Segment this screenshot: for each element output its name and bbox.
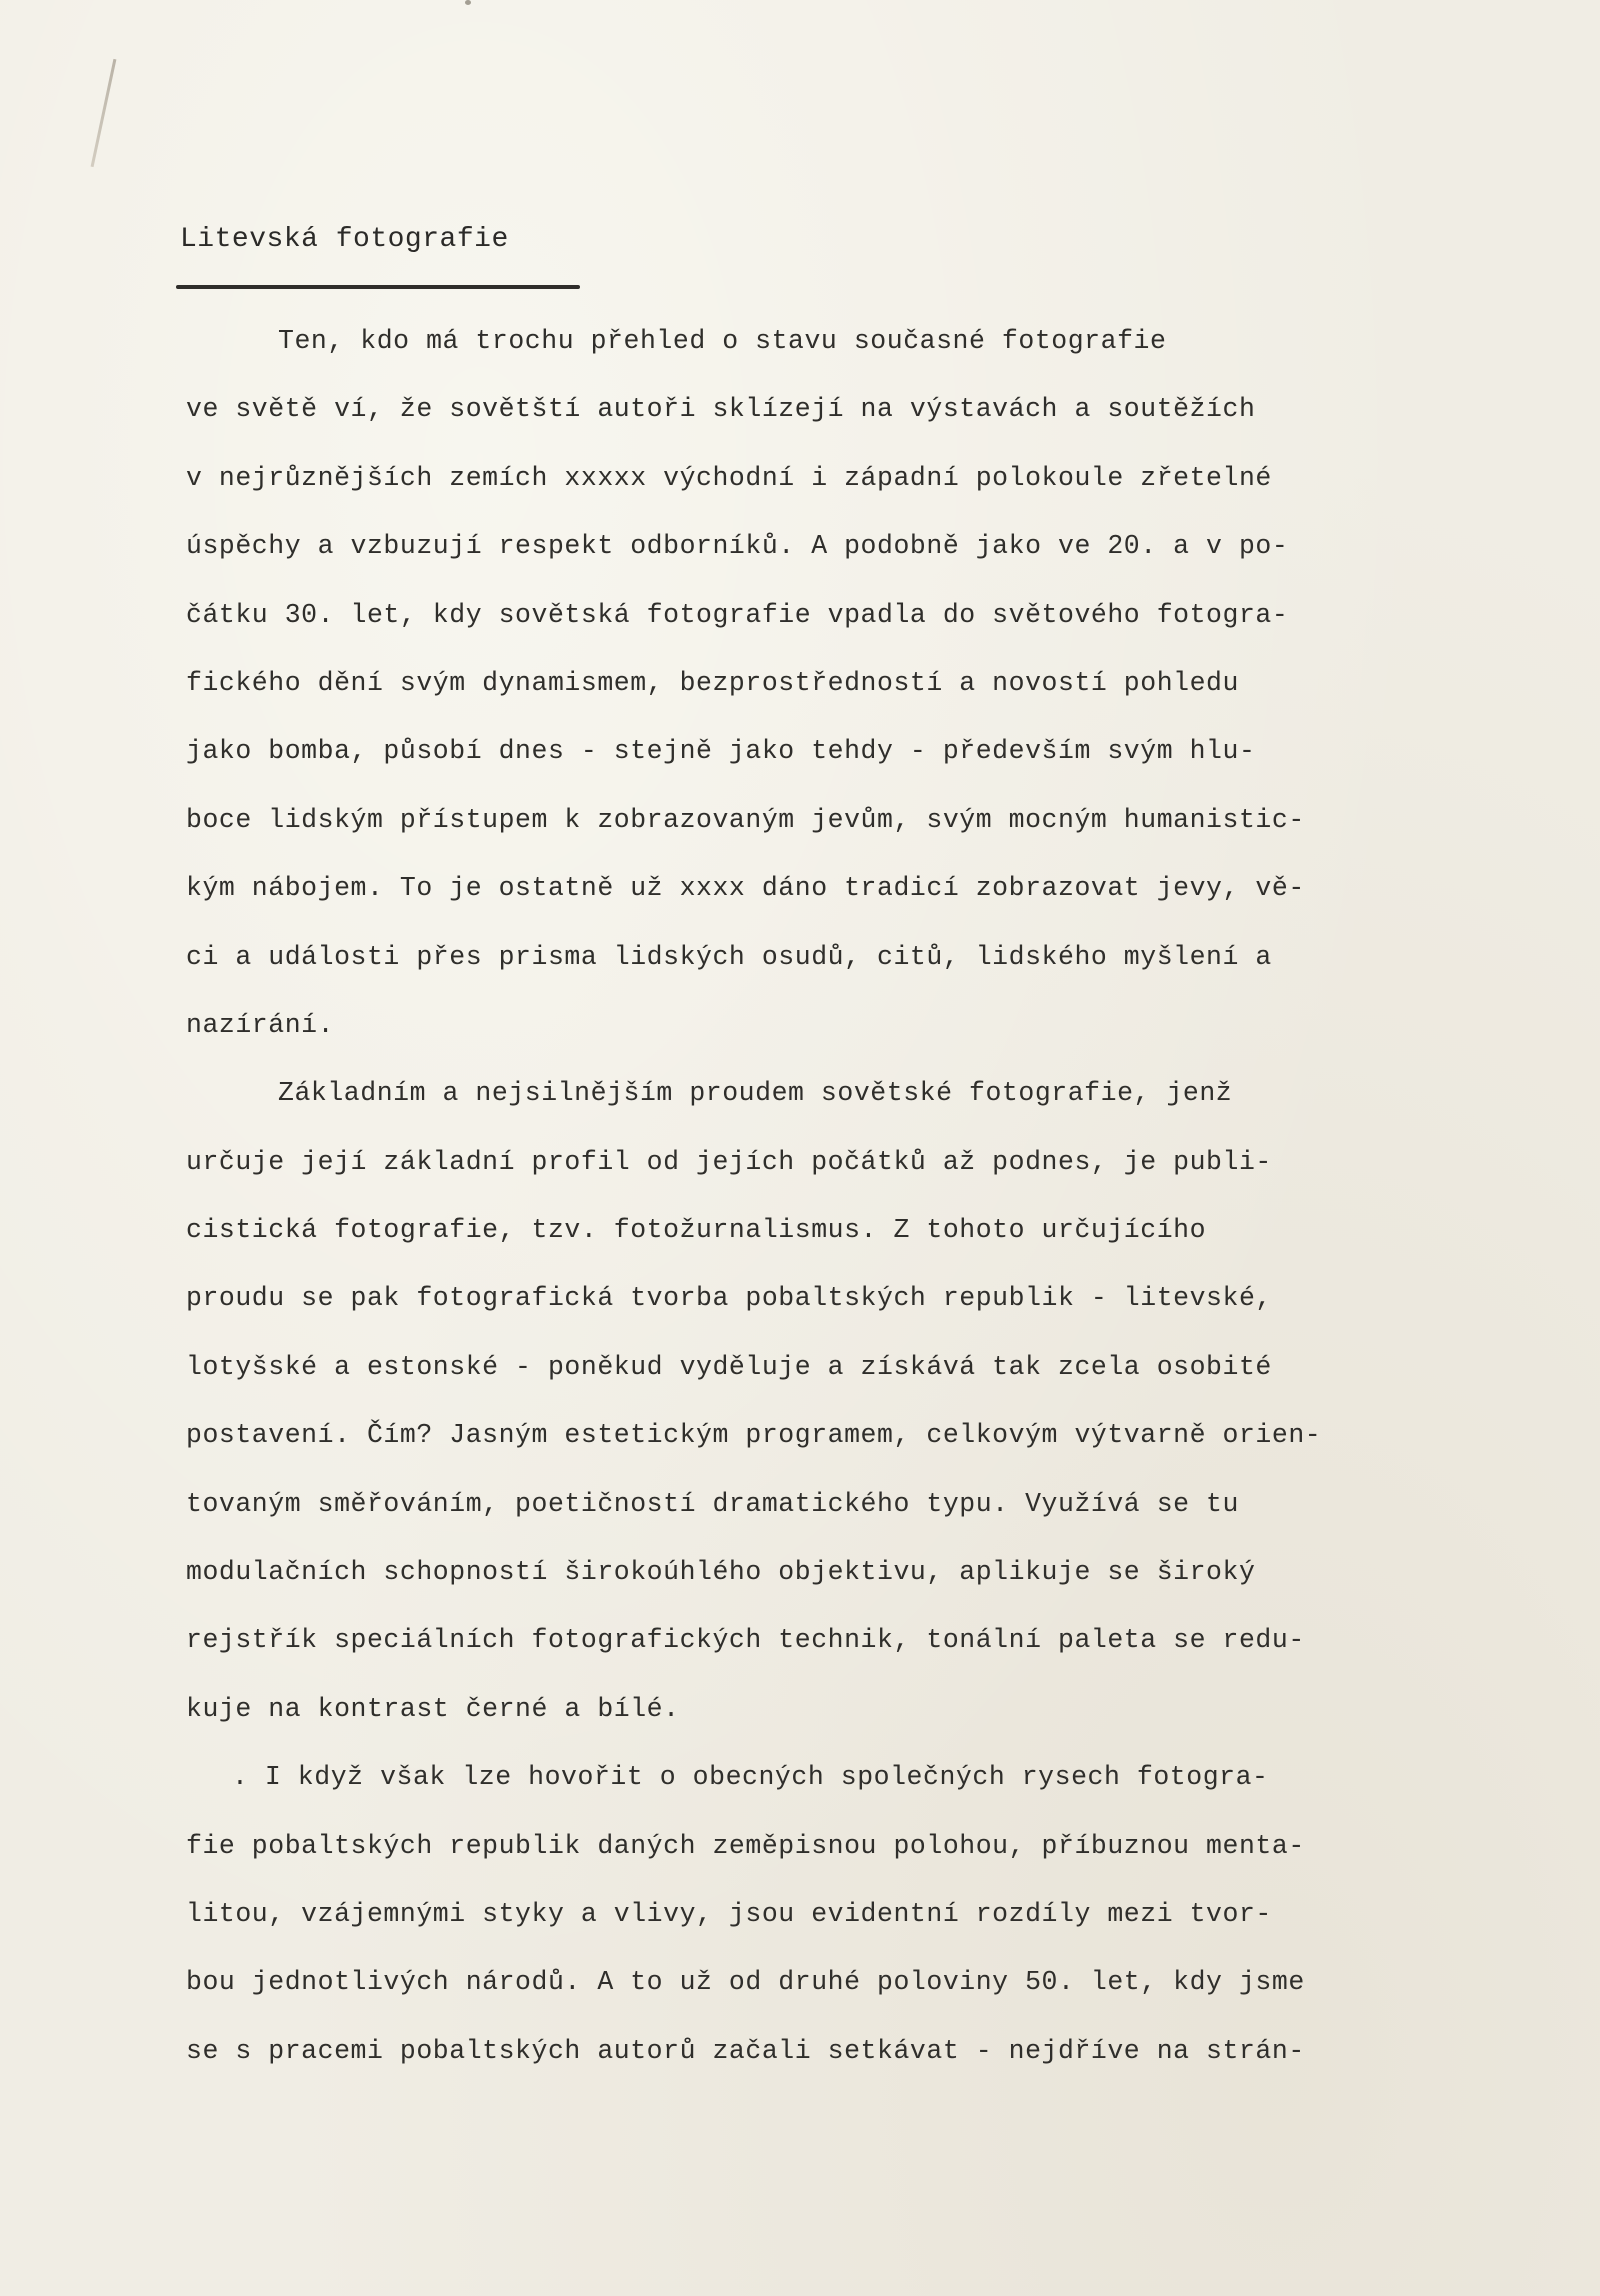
text-line: tovaným směřováním, poetičností dramatického typu. Využívá se tu (186, 1488, 1239, 1519)
text-line: boce lidským přístupem k zobrazovaným jevům, svým mocným humanistic- (186, 804, 1305, 835)
text-line: proudu se pak fotografická tvorba pobaltských republik - litevské, (186, 1283, 1272, 1314)
text-line: jako bomba, působí dnes - stejně jako tehdy - především svým hlu- (186, 736, 1256, 767)
text-line: v nejrůznějších zemích xxxxx východní i západní polokoule zřetelné (186, 462, 1272, 493)
paper-speck (465, 0, 471, 5)
text-line: modulačních schopností širokoúhlého objektivu, aplikuje se široký (186, 1557, 1256, 1588)
text-line: Ten, kdo má trochu přehled o stavu současné fotografie (278, 326, 1167, 356)
text-line: . I když však lze hovořit o obecných společných rysech fotogra- (232, 1762, 1269, 1793)
text-line: nazírání. (186, 1009, 335, 1040)
text-line: Základním a nejsilnějším proudem sovětské fotografie, jenž (278, 1078, 1233, 1109)
text-line: cistická fotografie, tzv. fotožurnalismus. Z tohoto určujícího (186, 1215, 1207, 1246)
body-text (186, 307, 1556, 2085)
text-line: určuje její základní profil od jejích počátků až podnes, je publi- (186, 1146, 1272, 1177)
text-line: fického dění svým dynamismem, bezprostředností a novostí pohledu (186, 667, 1239, 698)
text-line: kým nábojem. To je ostatně už xxxx dáno tradicí zobrazovat jevy, vě- (186, 873, 1305, 904)
text-line: čátku 30. let, kdy sovětská fotografie vpadla do světového fotogra- (186, 599, 1289, 630)
pencil-mark (91, 59, 117, 167)
text-line: postavení. Čím? Jasným estetickým programem, celkovým výtvarně orien- (186, 1420, 1322, 1451)
title-underline (176, 285, 580, 289)
text-line: bou jednotlivých národů. A to už od druhé poloviny 50. let, kdy jsme (186, 1967, 1305, 1998)
document-title: Litevská fotografie (180, 224, 509, 255)
text-line: litou, vzájemnými styky a vlivy, jsou evidentní rozdíly mezi tvor- (186, 1898, 1272, 1929)
text-line: fie pobaltských republik daných zeměpisnou polohou, příbuznou menta- (186, 1830, 1305, 1861)
text-line: ve světě ví, že sovětští autoři sklízejí na výstavách a soutěžích (186, 394, 1256, 425)
text-line: se s pracemi pobaltských autorů začali setkávat - nejdříve na strán- (186, 2035, 1305, 2066)
text-line: kuje na kontrast černé a bílé. (186, 1693, 680, 1724)
text-line: úspěchy a vzbuzují respekt odborníků. A podobně jako ve 20. a v po- (186, 531, 1289, 562)
text-line: lotyšské a estonské - poněkud vyděluje a získává tak zcela osobité (186, 1351, 1272, 1382)
text-line: rejstřík speciálních fotografických technik, tonální paleta se redu- (186, 1625, 1305, 1656)
text-line: ci a události přes prisma lidských osudů, citů, lidského myšlení a (186, 941, 1272, 972)
